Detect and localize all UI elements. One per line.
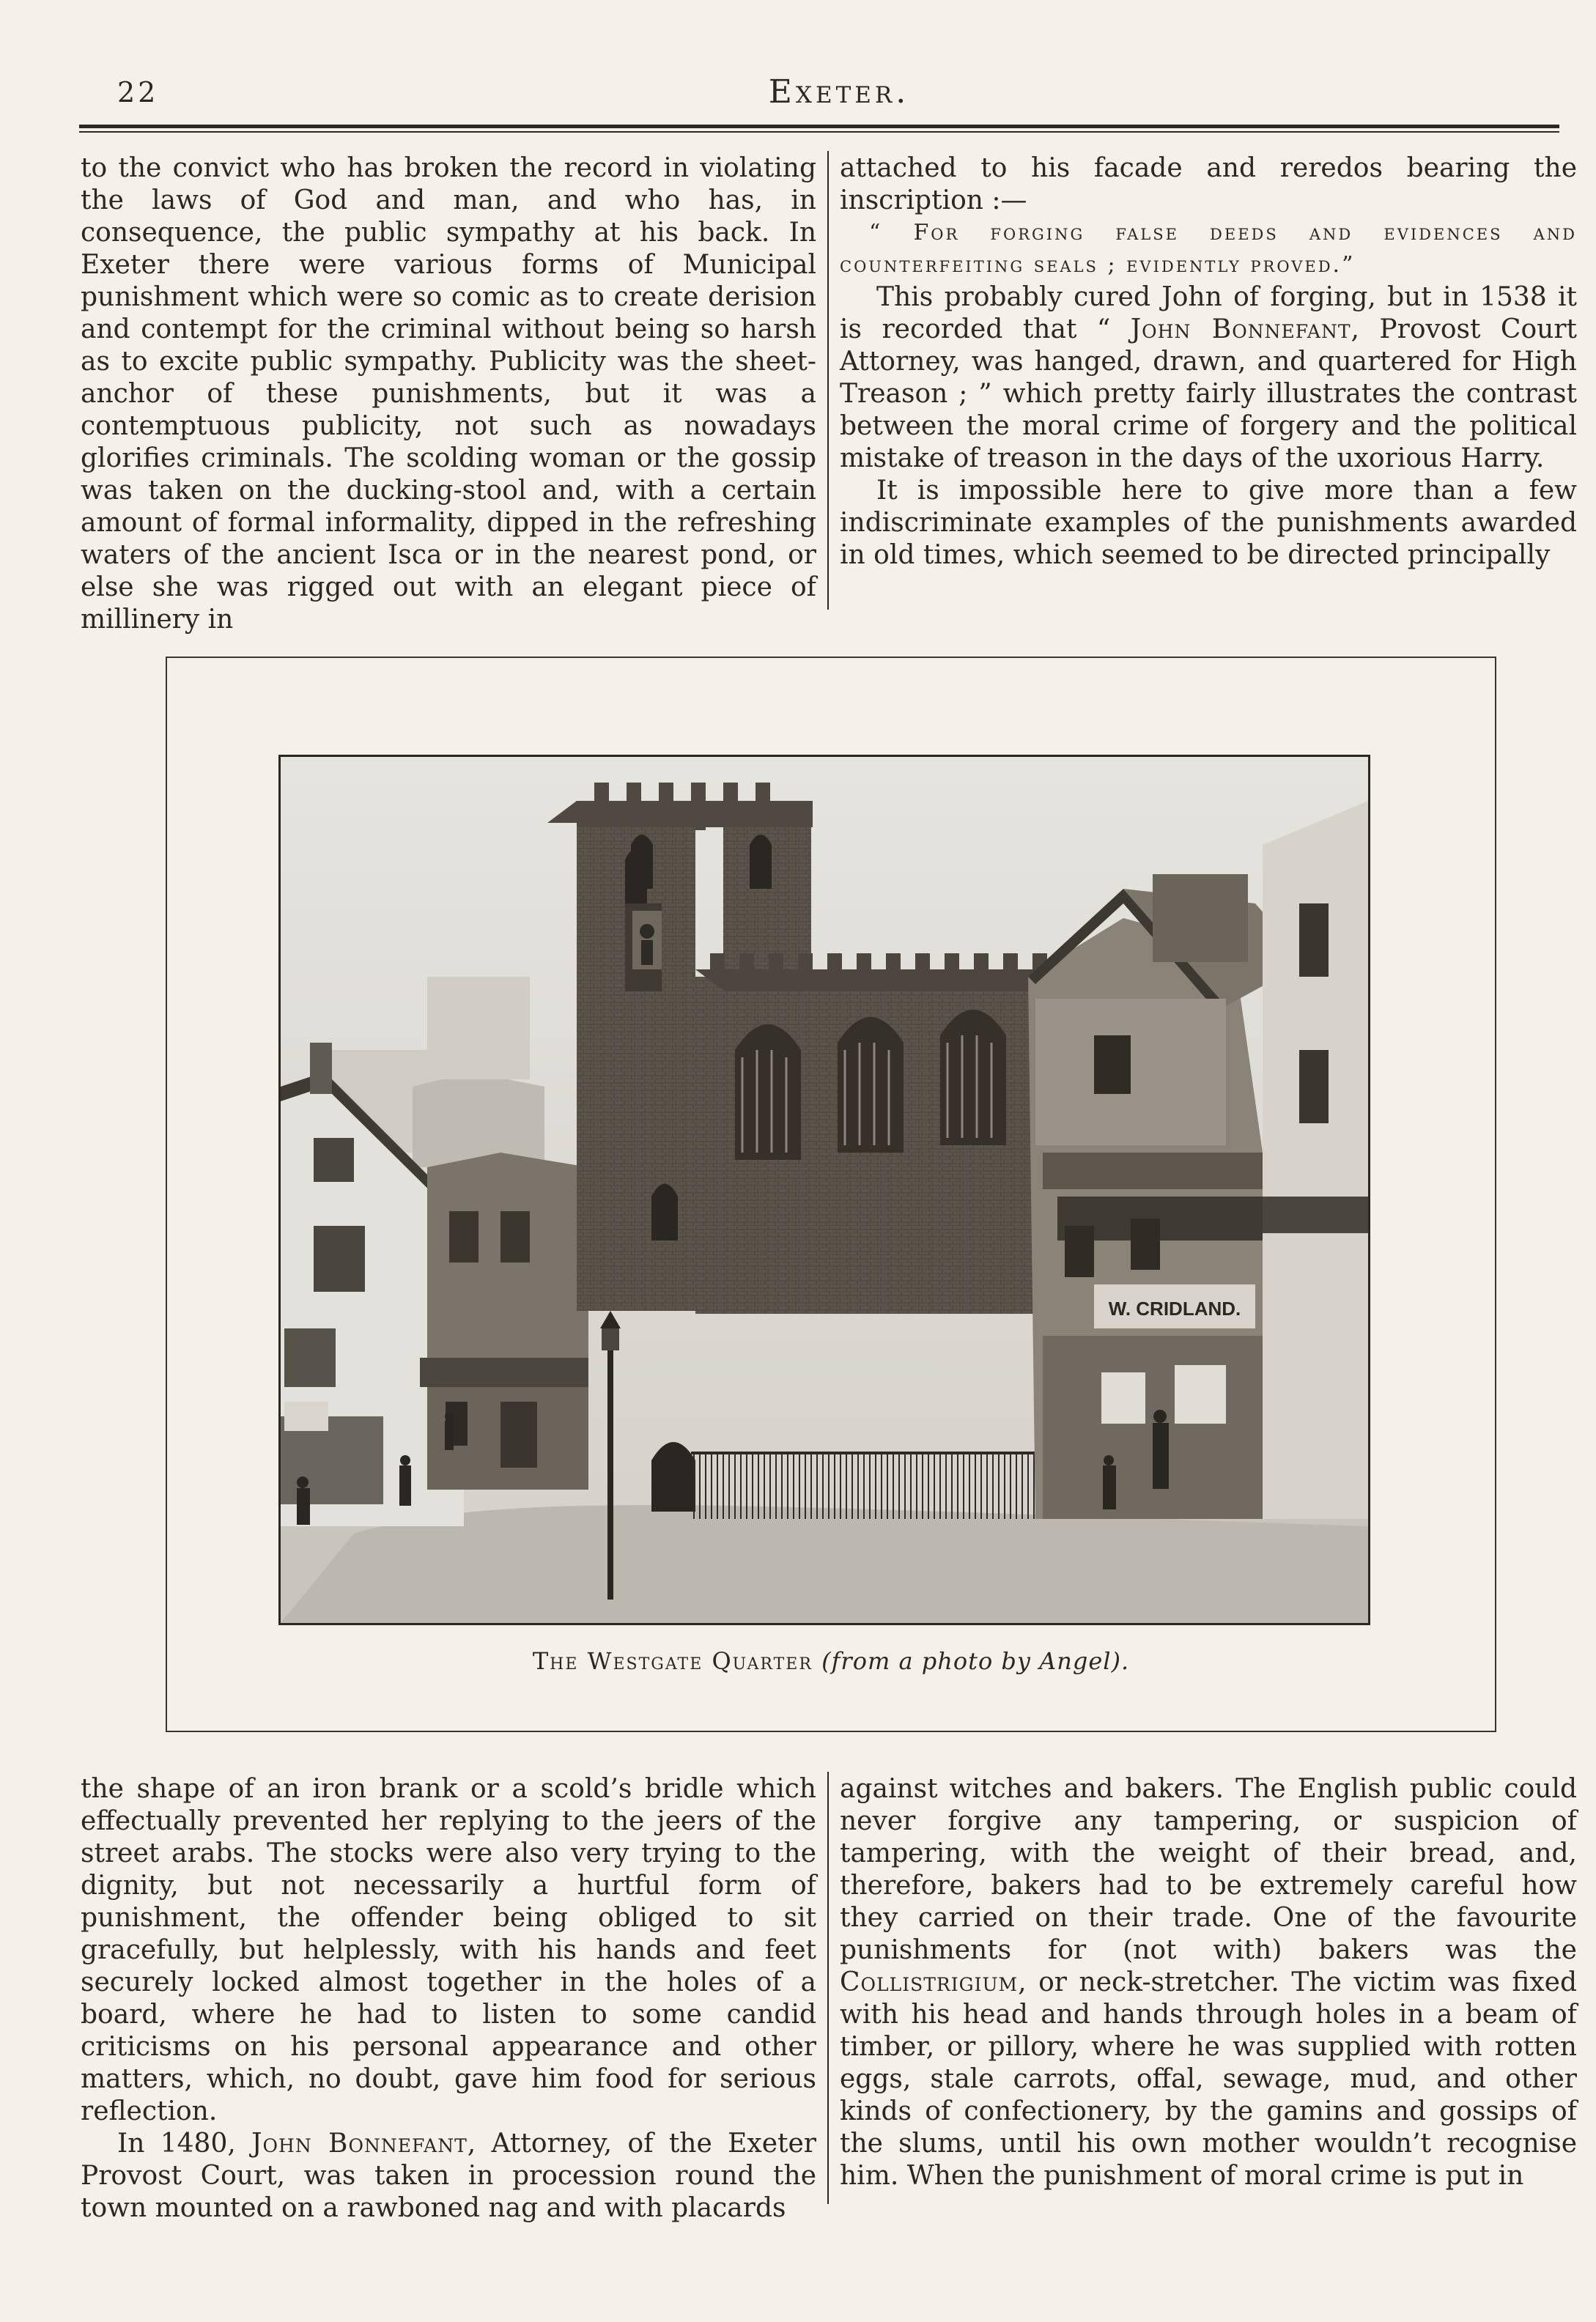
procession-paragraph	[81, 2128, 816, 2225]
figure-caption	[166, 1647, 1496, 1675]
bonnefant-text-a: This probably cured John of forging, but in 1538 it is recorded that “	[840, 282, 1577, 344]
page-number: 22	[117, 76, 159, 108]
procession-text-a: In 1480,	[117, 2129, 252, 2159]
procession-text-b: , Attorney, of the Exeter Provost Court, was taken in procession round the town mounted on a rawboned nag and with placards	[81, 2129, 816, 2223]
inscription-intro: attached to his facade and reredos bearing the inscription :—	[840, 153, 1577, 215]
top-column-divider	[827, 151, 829, 610]
top-left-column	[81, 152, 816, 636]
bonnefant-name: John Bonnefant	[1130, 314, 1351, 344]
bakers-paragraph	[840, 1773, 1577, 2192]
caption-credit: (from a photo by Angel).	[821, 1647, 1130, 1675]
collistrigium-term: Collistrigium	[840, 1967, 1019, 1997]
shop-sign: W. CRIDLAND.	[1108, 1298, 1241, 1320]
header-rule-thin	[79, 131, 1559, 133]
top-left-paragraph: to the convict who has broken the record in violating the laws of God and man, and who has, in consequence, the public sympathy at his back. In Exeter there were various forms of Municipal punishment which were so comic as to create derision and contempt for the criminal without being so harsh as to excite public sympathy. Publicity was the sheet-anchor of these punishments, but it was a contemptuous publicity, not such as nowadays glorifies criminals. The scolding woman or the gossip was taken on the ducking-stool and, with a certain amount of formal informality, dipped in the refreshing waters of the ancient Isca or in the nearest pond, or else she was rigged out with an elegant piece of millinery in	[81, 153, 816, 635]
bonnefant-paragraph	[840, 281, 1577, 475]
punishments-paragraph: It is impossible here to give more than a few indiscriminate examples of the punishments awarded in old times, which seemed to be directed principally	[840, 476, 1577, 570]
top-right-column	[840, 152, 1577, 572]
brank-paragraph: the shape of an iron brank or a scold’s bridle which effectually prevented her replying to the jeers of the street arabs. The stocks were also very trying to the dignity, but not necessarily a hurtful form of punishment, the offender being obliged to sit gracefully, but helplessly, with his hands and feet securely locked almost together in the holes of a board, where he had to listen to some candid criticisms on his personal appearance and other matters, which, no doubt, gave him food for serious reflection.	[81, 1774, 816, 2126]
bottom-column-divider	[827, 1772, 829, 2204]
bottom-left-column	[81, 1773, 816, 2225]
header-rule	[79, 125, 1559, 128]
westgate-quarter-photo	[278, 755, 1370, 1625]
running-title: Exeter.	[768, 73, 910, 111]
bakers-text-a: against witches and bakers. The English public could never forgive any tampering, or suspicion of tampering, with the weight of their bread, and, therefore, bakers had to be extremely careful how they carried on their trade. One of the favourite punishments for (not with) bakers was the	[840, 1774, 1577, 1965]
inscription-quote: “ For forging false deeds and evidences and counterfeiting seals ; evidently proved.”	[840, 220, 1577, 278]
procession-name: John Bonnefant	[251, 2129, 468, 2159]
bottom-right-column	[840, 1773, 1577, 2192]
page-header	[117, 70, 1561, 114]
bonnefant-text-b: , Provost Court Attorney, was hanged, drawn, and quartered for High Treason ; ” which pretty fairly illustrates the contrast between the moral crime of forgery and the political mistake of treason in the days of the uxorious Harry.	[840, 314, 1578, 473]
caption-title: The Westgate Quarter	[532, 1647, 813, 1675]
bakers-text-b: , or neck-stretcher. The victim was fixed with his head and hands through holes in a beam of timber, or pillory, where he was supplied with rotten eggs, stale carrots, offal, sewage, mud, and other kinds of confectionery, by the gamins and gossips of the slums, until his own mother wouldn’t recognise him. When the punishment of moral crime is put in	[840, 1967, 1577, 2191]
